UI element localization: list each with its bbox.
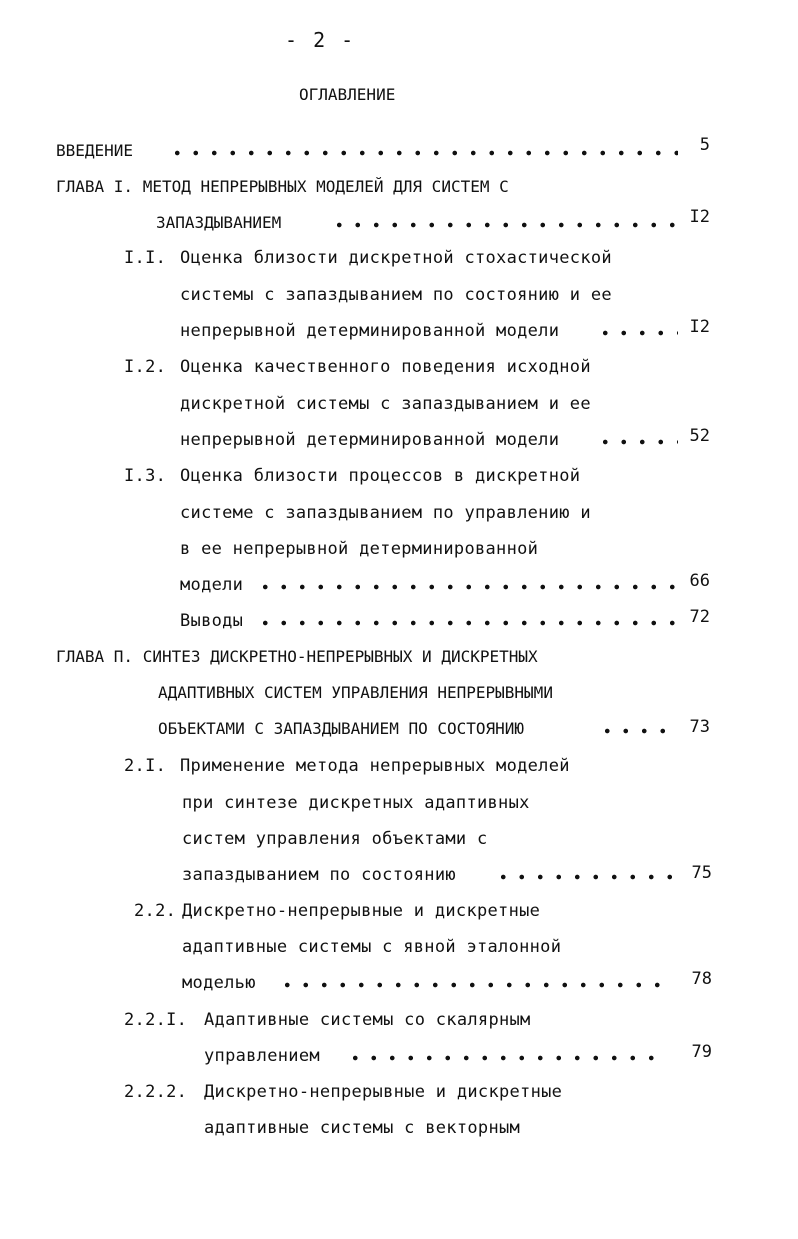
leader-dots [596,439,678,445]
leader-dots [598,728,678,734]
section-number: I.2. [124,357,167,377]
toc-line: управлением [204,1046,320,1066]
toc-page: I2 [689,317,710,337]
toc-line: Оценка близости процессов в дискретной [180,466,581,486]
toc-page: 78 [691,969,712,989]
section-number: I.3. [124,466,167,486]
toc-page: 66 [689,571,710,591]
toc-line: Дискретно-непрерывные и дискретные [204,1082,563,1102]
toc-line: непрерывной детерминированной модели [180,321,560,341]
toc-line: адаптивные системы с явной эталонной [182,937,562,957]
toc-line: ВВЕДЕНИЕ [56,141,134,160]
leader-dots [596,330,678,336]
toc-page: 5 [699,135,710,155]
section-number: I.I. [124,248,167,268]
toc-line: Дискретно-непрерывные и дискретные [182,901,541,921]
section-number: 2.2.2. [124,1082,188,1102]
toc-page: 79 [691,1042,712,1062]
toc-page: 75 [691,863,712,883]
leader-dots [256,620,678,626]
toc-line: Оценка качественного поведения исходной [180,357,591,377]
toc-line: модели [180,575,244,595]
leader-dots [168,150,678,156]
toc-line: ГЛАВА П. СИНТЕЗ ДИСКРЕТНО-НЕПРЕРЫВНЫХ И ДИСКРЕТНЫХ [56,647,538,666]
toc-line: в ее непрерывной детерминированной [180,539,539,559]
toc-line: Оценка близости дискретной стохастической [180,248,612,268]
toc-page: 72 [689,607,710,627]
leader-dots [494,874,678,880]
toc-line: дискретной системы с запаздыванием и ее [180,394,591,414]
toc-line: Применение метода непрерывных моделей [180,756,570,776]
toc-page: I2 [689,207,710,227]
leader-dots [330,222,678,228]
toc-line: адаптивные системы с векторным [204,1118,521,1138]
leader-dots [256,584,678,590]
toc-line: при синтезе дискретных адаптивных [182,793,530,813]
toc-line: моделью [182,973,256,993]
toc-line: ЗАПАЗДЫВАНИЕМ [156,213,282,232]
section-number: 2.2. [134,901,177,921]
toc-line: ОБЪЕКТАМИ С ЗАПАЗДЫВАНИЕМ ПО СОСТОЯНИЮ [158,719,525,738]
toc-line: системе с запаздыванием по управлению и [180,503,591,523]
section-number: 2.2.I. [124,1010,188,1030]
toc-line: запаздыванием по состоянию [182,865,456,885]
toc-line: непрерывной детерминированной модели [180,430,560,450]
toc-line: Адаптивные системы со скалярным [204,1010,531,1030]
page-title: ОГЛАВЛЕНИЕ [299,85,396,104]
toc-page: 73 [689,717,710,737]
toc-line: ГЛАВА I. МЕТОД НЕПРЕРЫВНЫХ МОДЕЛЕЙ ДЛЯ СИСТЕМ С [56,177,509,196]
toc-line: Выводы [180,611,244,631]
toc-line: системы с запаздыванием по состоянию и ее [180,285,612,305]
toc-line: систем управления объектами с [182,829,488,849]
toc-line: АДАПТИВНЫХ СИСТЕМ УПРАВЛЕНИЯ НЕПРЕРЫВНЫМИ [158,683,553,702]
leader-dots [278,982,670,988]
leader-dots [346,1055,664,1061]
section-number: 2.I. [124,756,167,776]
page-number: - 2 - [285,28,356,52]
toc-page: 52 [689,426,710,446]
